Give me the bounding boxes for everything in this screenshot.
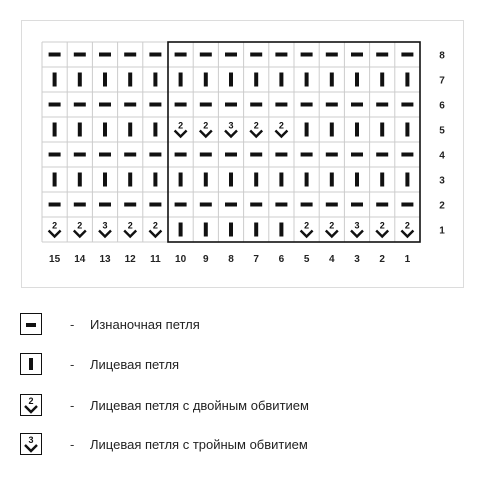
row-number: 5 — [439, 125, 445, 137]
chevron-icon — [351, 231, 363, 237]
purl-symbol — [149, 153, 161, 157]
chevron-icon — [200, 131, 212, 137]
wrap-count-label: 2 — [278, 120, 284, 131]
column-number: 1 — [404, 254, 411, 265]
chevron-icon — [301, 231, 313, 237]
knit-symbol — [330, 123, 334, 137]
purl-symbol — [175, 53, 187, 57]
legend-label-knit: Лицевая петля — [90, 356, 180, 372]
purl-symbol — [175, 153, 187, 157]
purl-symbol — [149, 53, 161, 57]
knit-symbol — [179, 173, 183, 187]
knit-symbol — [78, 123, 82, 137]
legend-item-knit-triple-wrap — [20, 431, 308, 457]
knit-double-wrap-icon — [20, 394, 42, 416]
knit-symbol — [254, 73, 258, 87]
knit-symbol — [204, 73, 208, 87]
chevron-icon — [175, 131, 187, 137]
purl-symbol — [200, 153, 212, 157]
column-number: 9 — [203, 254, 209, 265]
column-number: 12 — [124, 254, 136, 265]
chevron-icon — [250, 131, 262, 137]
purl-symbol — [99, 153, 111, 157]
purl-symbol — [124, 103, 136, 107]
wrap-count-label: 2 — [77, 220, 83, 231]
knit-symbol — [279, 73, 283, 87]
purl-symbol — [351, 153, 363, 157]
knit-double-wrap-symbol — [175, 121, 187, 137]
purl-symbol — [99, 103, 111, 107]
knit-symbol — [128, 173, 132, 187]
legend-label-knit-triple-wrap: Лицевая петля с тройным обвитием — [90, 436, 308, 452]
knit-symbol — [128, 73, 132, 87]
chevron-icon — [99, 231, 111, 237]
row-number: 8 — [439, 50, 445, 62]
legend-dash: - — [70, 397, 75, 413]
purl-symbol — [225, 153, 237, 157]
knit-symbol — [128, 123, 132, 137]
purl-symbol — [351, 53, 363, 57]
row-number: 7 — [439, 75, 445, 87]
purl-symbol — [326, 103, 338, 107]
purl-symbol — [175, 103, 187, 107]
chevron-icon — [149, 231, 161, 237]
knit-symbol — [330, 73, 334, 87]
knit-triple-wrap-symbol — [351, 221, 363, 237]
knit-symbol — [380, 73, 384, 87]
purl-symbol — [74, 103, 86, 107]
column-number: 10 — [175, 254, 187, 265]
purl-symbol — [275, 53, 287, 57]
row-number: 6 — [439, 100, 445, 112]
legend-item-knit — [20, 351, 180, 377]
column-number: 4 — [329, 254, 335, 265]
knit-symbol — [305, 123, 309, 137]
column-number: 5 — [303, 254, 310, 265]
wrap-count-label: 2 — [178, 120, 184, 131]
knit-symbol — [78, 173, 82, 187]
knit-double-wrap-symbol — [376, 221, 388, 237]
purl-symbol — [376, 103, 388, 107]
purl-symbol — [200, 53, 212, 57]
purl-symbol — [124, 53, 136, 57]
row-number: 1 — [439, 225, 445, 237]
chevron-icon — [74, 231, 86, 237]
purl-symbol — [326, 203, 338, 207]
knit-symbol — [229, 223, 233, 237]
column-number: 2 — [379, 254, 385, 265]
purl-symbol — [401, 103, 413, 107]
wrap-count-label: 3 — [228, 120, 234, 131]
wrap-count-label: 2 — [203, 120, 209, 131]
purl-symbol — [225, 203, 237, 207]
knit-symbol — [179, 73, 183, 87]
row-number: 2 — [439, 200, 445, 212]
purl-symbol — [74, 153, 86, 157]
knit-symbol — [279, 223, 283, 237]
purl-symbol — [99, 53, 111, 57]
knit-triple-wrap-icon — [20, 433, 42, 455]
knit-symbol — [254, 173, 258, 187]
column-number: 13 — [99, 254, 111, 265]
knit-symbol — [204, 223, 208, 237]
knit-symbol — [53, 173, 57, 187]
purl-symbol — [401, 53, 413, 57]
knit-symbol — [153, 173, 157, 187]
knit-double-wrap-symbol — [301, 221, 313, 237]
knit-symbol — [254, 223, 258, 237]
purl-symbol — [250, 53, 262, 57]
knit-symbol — [305, 73, 309, 87]
purl-symbol — [49, 103, 61, 107]
row-number: 3 — [439, 175, 445, 187]
knit-symbol-icon — [20, 353, 42, 375]
purl-symbol — [275, 203, 287, 207]
knit-double-wrap-symbol — [124, 221, 136, 237]
knit-triple-wrap-symbol — [225, 121, 237, 137]
legend-item-knit-double-wrap — [20, 392, 309, 418]
knit-symbol — [330, 173, 334, 187]
knit-symbol — [405, 123, 409, 137]
knit-symbol — [355, 123, 359, 137]
knit-symbol — [103, 123, 107, 137]
purl-symbol — [99, 203, 111, 207]
chevron-icon — [275, 131, 287, 137]
purl-symbol — [200, 203, 212, 207]
purl-symbol — [275, 153, 287, 157]
legend-dash: - — [70, 316, 75, 332]
purl-symbol — [149, 103, 161, 107]
knit-symbol — [103, 73, 107, 87]
purl-symbol — [124, 153, 136, 157]
legend-item-purl — [20, 311, 200, 337]
purl-symbol — [351, 203, 363, 207]
svg-text:2: 2 — [28, 396, 34, 406]
knit-symbol — [405, 173, 409, 187]
purl-symbol — [351, 103, 363, 107]
chevron-icon — [326, 231, 338, 237]
column-number: 15 — [49, 254, 61, 265]
knit-symbol — [53, 73, 57, 87]
column-number: 14 — [74, 254, 86, 265]
purl-symbol — [401, 203, 413, 207]
purl-symbol — [49, 53, 61, 57]
wrap-count-label: 3 — [354, 220, 360, 231]
legend-dash: - — [70, 436, 75, 452]
chevron-icon — [225, 131, 237, 137]
purl-symbol — [74, 203, 86, 207]
purl-symbol — [175, 203, 187, 207]
legend-label-purl: Изнаночная петля — [90, 316, 200, 332]
legend-label-knit-double-wrap: Лицевая петля с двойным обвитием — [90, 397, 309, 413]
wrap-count-label: 2 — [152, 220, 158, 231]
wrap-count-label: 2 — [52, 220, 58, 231]
column-number: 8 — [228, 254, 234, 265]
knit-double-wrap-symbol — [250, 121, 262, 137]
purl-symbol — [225, 103, 237, 107]
chevron-icon — [49, 231, 61, 237]
purl-symbol — [49, 153, 61, 157]
chevron-icon — [124, 231, 136, 237]
column-number: 7 — [253, 254, 259, 265]
purl-symbol — [250, 153, 262, 157]
wrap-count-label: 2 — [329, 220, 335, 231]
purl-symbol — [376, 153, 388, 157]
knit-symbol — [229, 73, 233, 87]
purl-symbol — [124, 203, 136, 207]
knit-triple-wrap-symbol — [99, 221, 111, 237]
knit-symbol — [179, 223, 183, 237]
knit-symbol — [103, 173, 107, 187]
row-number: 4 — [439, 150, 445, 162]
knit-symbol — [204, 173, 208, 187]
knit-symbol — [153, 73, 157, 87]
purl-symbol — [149, 203, 161, 207]
knit-double-wrap-symbol — [275, 121, 287, 137]
knit-double-wrap-symbol — [149, 221, 161, 237]
purl-symbol — [401, 153, 413, 157]
purl-symbol — [301, 103, 313, 107]
chevron-icon — [401, 231, 413, 237]
knit-symbol — [355, 73, 359, 87]
chevron-icon — [376, 231, 388, 237]
purl-symbol — [200, 103, 212, 107]
legend-dash: - — [70, 356, 75, 372]
purl-symbol — [301, 203, 313, 207]
knit-symbol — [380, 123, 384, 137]
knit-symbol — [229, 173, 233, 187]
column-number: 11 — [150, 254, 161, 265]
knit-symbol — [53, 123, 57, 137]
purl-symbol — [301, 53, 313, 57]
purl-symbol — [326, 53, 338, 57]
knit-double-wrap-symbol — [200, 121, 212, 137]
knit-symbol — [78, 73, 82, 87]
knit-symbol — [405, 73, 409, 87]
wrap-count-label: 2 — [304, 220, 310, 231]
purl-symbol — [275, 103, 287, 107]
wrap-count-label: 2 — [127, 220, 133, 231]
purl-symbol — [225, 53, 237, 57]
purl-symbol — [326, 153, 338, 157]
column-number: 3 — [354, 254, 360, 265]
column-number: 6 — [278, 254, 285, 265]
purl-symbol-icon — [20, 313, 42, 335]
purl-symbol — [49, 203, 61, 207]
knit-symbol — [380, 173, 384, 187]
wrap-count-label: 3 — [102, 220, 108, 231]
purl-symbol — [74, 53, 86, 57]
knit-symbol — [305, 173, 309, 187]
knit-symbol — [355, 173, 359, 187]
knit-symbol — [279, 173, 283, 187]
knit-double-wrap-symbol — [49, 221, 61, 237]
knit-symbol — [153, 123, 157, 137]
purl-symbol — [250, 103, 262, 107]
wrap-count-label: 2 — [404, 220, 410, 231]
knit-double-wrap-symbol — [326, 221, 338, 237]
purl-symbol — [376, 53, 388, 57]
purl-symbol — [250, 203, 262, 207]
svg-text:3: 3 — [28, 435, 34, 445]
wrap-count-label: 2 — [379, 220, 385, 231]
knit-double-wrap-symbol — [74, 221, 86, 237]
wrap-count-label: 2 — [253, 120, 259, 131]
purl-symbol — [301, 153, 313, 157]
knit-double-wrap-symbol — [401, 221, 413, 237]
purl-symbol — [376, 203, 388, 207]
